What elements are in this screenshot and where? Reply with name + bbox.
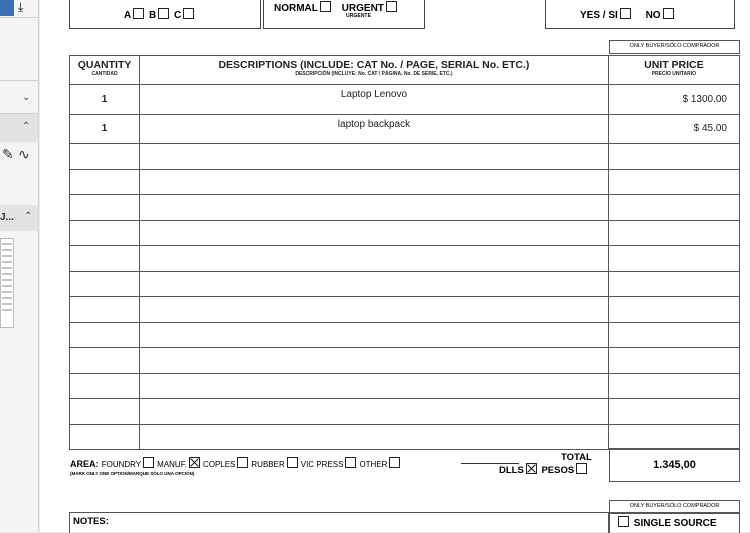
area-option-checkbox[interactable] <box>143 457 154 468</box>
thumbnail-label: J... <box>0 212 14 223</box>
dlls-label: DLLS <box>499 465 524 476</box>
description-header: DESCRIPTIONS (INCLUDE: CAT No. / PAGE, SERIAL No. ETC.) DESCRIPCIÓN (INCLUYE: No. CAT / PÁGINA, No. DE SERIE, ETC.) <box>140 56 609 85</box>
unit-price-cell[interactable] <box>608 246 739 272</box>
option-a-checkbox[interactable] <box>133 8 144 19</box>
quantity-cell[interactable] <box>70 348 140 374</box>
table-row <box>70 297 740 323</box>
option-c-label: C <box>174 10 182 21</box>
total-value[interactable]: 1.345,00 <box>609 448 740 482</box>
quantity-header: QUANTITY CANTIDAD <box>70 56 140 85</box>
chevron-up-icon[interactable]: ⌃ <box>24 211 33 222</box>
table-row <box>70 424 740 450</box>
area-option-label: COPLES <box>202 460 236 469</box>
area-note: (MARK ONLY ONE OPTION/MARQUE SÓLO UNA OPCIÓN) <box>70 471 195 476</box>
single-source-box <box>609 512 740 533</box>
yes-no-box <box>545 0 735 29</box>
option-b-checkbox[interactable] <box>158 8 169 19</box>
description-cell[interactable] <box>140 373 609 399</box>
description-cell[interactable] <box>140 195 609 221</box>
urgent-label: URGENT <box>341 3 384 14</box>
unit-price-cell[interactable]: $ 45.00 <box>608 114 739 144</box>
yes-checkbox[interactable] <box>620 8 631 19</box>
notes-label: NOTES: <box>73 516 109 527</box>
chevron-down-icon[interactable]: ⌄ <box>22 92 31 103</box>
category-box <box>69 0 261 29</box>
table-row <box>70 373 740 399</box>
download-icon[interactable]: ⤓ <box>18 0 24 14</box>
quantity-cell[interactable] <box>70 169 140 195</box>
description-cell[interactable] <box>140 220 609 246</box>
description-cell[interactable]: Laptop Lenovo <box>140 85 609 115</box>
table-row <box>70 144 740 170</box>
buyer-only-tag-bottom: ONLY BUYER/SÓLO COMPRADOR <box>609 500 740 514</box>
description-cell[interactable] <box>140 297 609 323</box>
table-header-row <box>70 56 740 85</box>
table-row <box>70 246 740 272</box>
unit-price-cell[interactable] <box>608 271 739 297</box>
single-source-label: SINGLE SOURCE <box>633 518 717 529</box>
quantity-cell[interactable] <box>70 220 140 246</box>
description-cell[interactable] <box>140 169 609 195</box>
total-label: TOTAL <box>561 452 592 463</box>
area-option-checkbox[interactable] <box>237 457 248 468</box>
option-a-label: A <box>124 10 132 21</box>
notes-box[interactable] <box>69 512 609 533</box>
description-cell[interactable] <box>140 271 609 297</box>
normal-checkbox[interactable] <box>320 1 331 12</box>
table-row <box>70 271 740 297</box>
area-option-label: FOUNDRY <box>101 460 142 469</box>
unit-price-header: UNIT PRICE PRECIO UNITARIO <box>608 56 739 85</box>
quantity-cell[interactable] <box>70 399 140 425</box>
table-row <box>70 85 740 115</box>
pesos-checkbox[interactable] <box>576 463 587 474</box>
quantity-cell[interactable]: 1 <box>70 85 140 115</box>
area-option-label: MANUF. <box>157 460 187 469</box>
area-option-checkbox[interactable] <box>189 457 200 468</box>
quantity-cell[interactable] <box>70 297 140 323</box>
area-option-checkbox[interactable] <box>287 457 298 468</box>
unit-price-cell[interactable]: $ 1300.00 <box>608 85 739 115</box>
option-b-label: B <box>149 10 157 21</box>
buyer-only-tag: ONLY BUYER/SÓLO COMPRADOR <box>609 40 740 54</box>
unit-price-cell[interactable] <box>608 220 739 246</box>
no-label: NO <box>645 10 661 21</box>
unit-price-cell[interactable] <box>608 169 739 195</box>
description-cell[interactable] <box>140 424 609 450</box>
table-row <box>70 169 740 195</box>
description-cell[interactable] <box>140 348 609 374</box>
unit-price-cell[interactable] <box>608 297 739 323</box>
quantity-cell[interactable] <box>70 144 140 170</box>
pen-icon[interactable]: ✎ <box>2 146 14 162</box>
table-row <box>70 220 740 246</box>
area-section <box>69 449 609 487</box>
description-cell[interactable]: laptop backpack <box>140 114 609 144</box>
area-option-checkbox[interactable] <box>345 457 356 468</box>
single-source-checkbox[interactable] <box>618 516 629 527</box>
unit-price-cell[interactable] <box>608 322 739 348</box>
table-row <box>70 322 740 348</box>
area-option-label: OTHER <box>359 460 388 469</box>
unit-price-cell[interactable] <box>608 348 739 374</box>
quantity-cell[interactable] <box>70 373 140 399</box>
area-option-label: RUBBER <box>251 460 285 469</box>
quantity-cell[interactable] <box>70 424 140 450</box>
description-cell[interactable] <box>140 246 609 272</box>
description-cell[interactable] <box>140 399 609 425</box>
table-row <box>70 399 740 425</box>
quantity-cell[interactable] <box>70 195 140 221</box>
urgent-sub-label: URGENTE <box>346 13 372 19</box>
unit-price-cell[interactable] <box>608 144 739 170</box>
table-row <box>70 114 740 144</box>
selection-tool-icon[interactable] <box>0 0 14 16</box>
area-option-checkbox[interactable] <box>389 457 400 468</box>
thumbnail-header[interactable] <box>0 205 38 231</box>
section-header[interactable] <box>0 114 38 142</box>
unit-price-cell[interactable] <box>608 399 739 425</box>
dlls-checkbox[interactable] <box>526 463 537 474</box>
page-thumbnail[interactable] <box>0 238 14 328</box>
description-cell[interactable] <box>140 322 609 348</box>
items-table <box>69 55 740 450</box>
document-page <box>40 0 750 532</box>
quantity-cell[interactable] <box>70 322 140 348</box>
table-row <box>70 348 740 374</box>
option-c-checkbox[interactable] <box>183 8 194 19</box>
chevron-up-icon[interactable]: ⌃ <box>22 121 31 132</box>
side-panel <box>0 0 39 532</box>
curve-icon[interactable]: ∿ <box>18 146 30 162</box>
unit-price-cell[interactable] <box>608 195 739 221</box>
area-label: AREA: <box>70 459 99 469</box>
urgent-checkbox[interactable] <box>386 1 397 12</box>
unit-price-cell[interactable] <box>608 373 739 399</box>
quantity-cell[interactable] <box>70 271 140 297</box>
quantity-cell[interactable]: 1 <box>70 114 140 144</box>
yes-label: YES / SI <box>580 10 618 21</box>
area-option-label: VIC PRESS <box>300 460 344 469</box>
no-checkbox[interactable] <box>663 8 674 19</box>
pesos-label: PESOS <box>541 465 575 476</box>
description-cell[interactable] <box>140 144 609 170</box>
quantity-cell[interactable] <box>70 246 140 272</box>
priority-box <box>263 0 425 29</box>
normal-label: NORMAL <box>274 3 318 14</box>
table-row <box>70 195 740 221</box>
unit-price-cell[interactable] <box>608 424 739 450</box>
